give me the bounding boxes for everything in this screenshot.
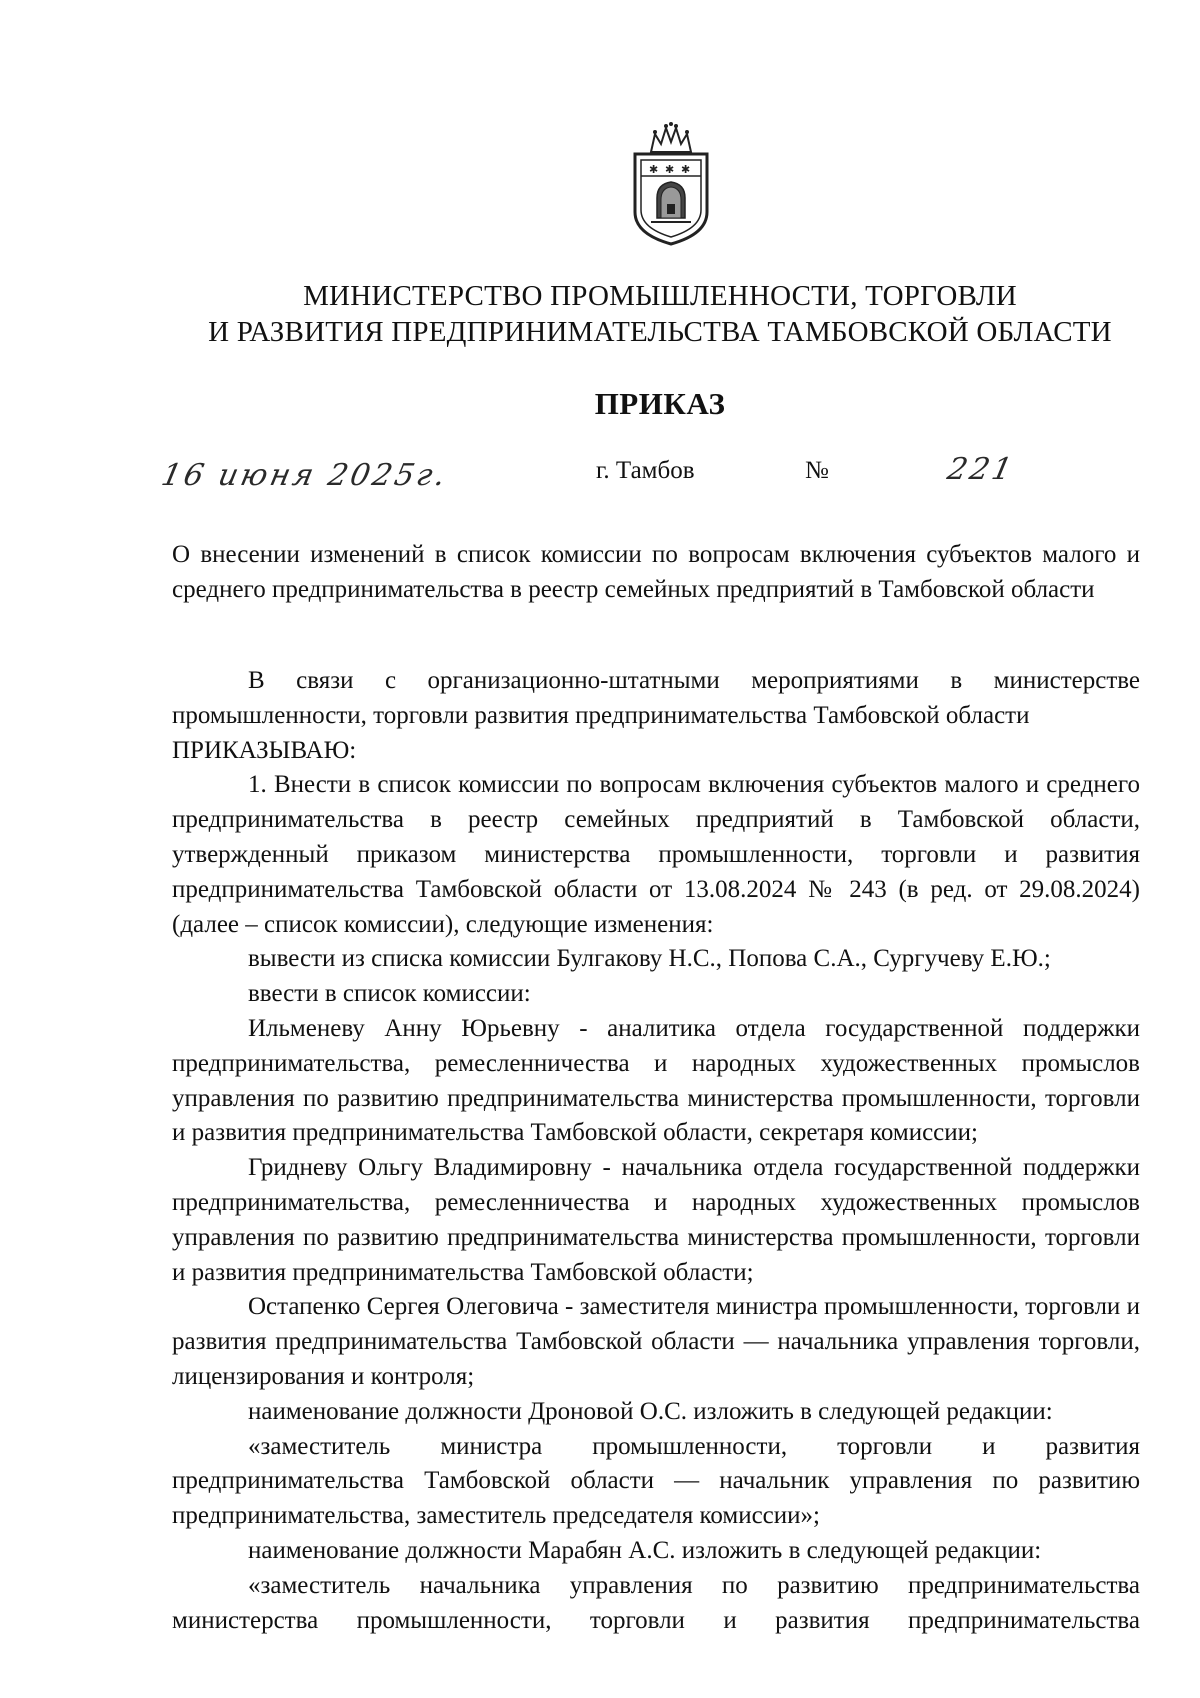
handwritten-order-number: 221 — [944, 452, 1018, 487]
svg-text:✱: ✱ — [649, 164, 659, 176]
svg-text:✱: ✱ — [665, 164, 675, 176]
tambov-coat-of-arms-icon — [623, 118, 719, 248]
member-gridneva-paragraph: Гридневу Ольгу Владимировну - начальника отдела государственной поддержки предпринимательства, ремесленничества и народных художественных промыслов управления по развитию предпринимательства министерства промышленности, торговли и развития предпринимательства Тамбовской области; — [172, 1154, 1140, 1286]
dronova-title-paragraph: наименование должности Дроновой О.С. изложить в следующей редакции: — [248, 1397, 1053, 1425]
svg-text:✱: ✱ — [681, 164, 691, 176]
marabyan-title-paragraph: наименование должности Марабян А.С. изложить в следующей редакции: — [248, 1536, 1042, 1564]
member-ilmeneva-paragraph: Ильменеву Анну Юрьевну - аналитика отдела государственной поддержки предпринимательства, ремесленничества и народных художественных промыслов управления по развитию предпринимательства министерства промышленности, торговли и развития предпринимательства Тамбовской области, секретаря комиссии; — [172, 1014, 1140, 1147]
order-subject: О внесении изменений в список комиссии по вопросам включения субъектов малого и среднего предпринимательства в реестр семейных предприятий в Тамбовской области — [172, 541, 1140, 603]
remove-members-paragraph: вывести из списка комиссии Булгакову Н.С., Попова С.А., Сургучеву Е.Ю.; — [248, 945, 1051, 973]
add-members-heading: ввести в список комиссии: — [248, 980, 531, 1008]
marabyan-new-title-paragraph: «заместитель начальника управления по развитию предпринимательства министерства промышленности, торговли и развития предпринимательства — [172, 1571, 1140, 1634]
order-body — [172, 664, 1140, 1638]
member-ostapenko-paragraph: Остапенко Сергея Олеговича - заместителя министра промышленности, торговли и развития предпринимательства Тамбовской области — начальника управления торговли, лицензирования и контроля; — [172, 1293, 1140, 1390]
city-label: г. Тамбов — [596, 457, 695, 484]
preamble-paragraph: В связи с организационно-штатными мероприятиями в министерстве промышленности, торговли развития предпринимательства Тамбовской области — [172, 667, 1140, 729]
document-title: ПРИКАЗ — [594, 386, 726, 421]
ministry-name-line-2: И РАЗВИТИЯ ПРЕДПРИНИМАТЕЛЬСТВА ТАМБОВСКОЙ ОБЛАСТИ — [208, 316, 1112, 348]
dronova-new-title-paragraph: «заместитель министра промышленности, торговли и развития предпринимательства Тамбовской области — начальник управления по развитию предпринимательства, заместитель председателя комиссии»; — [172, 1432, 1140, 1530]
order-directive: ПРИКАЗЫВАЮ: — [172, 736, 357, 764]
ministry-name-line-1: МИНИСТЕРСТВО ПРОМЫШЛЕННОСТИ, ТОРГОВЛИ — [303, 280, 1017, 312]
handwritten-date: 16 июня 2025г. — [158, 458, 452, 493]
ministry-header — [160, 278, 1160, 350]
clause-1-paragraph: 1. Внести в список комиссии по вопросам включения субъектов малого и среднего предпринимательства в реестр семейных предприятий в Тамбовской области, утвержденный приказом министерства промышленности, торговли и развития предпринимательства Тамбовской области от 13.08.2024 № 243 (в ред. от 29.08.2024) (далее – список комиссии), следующие изменения: — [172, 771, 1140, 938]
number-sign: № — [805, 457, 829, 484]
